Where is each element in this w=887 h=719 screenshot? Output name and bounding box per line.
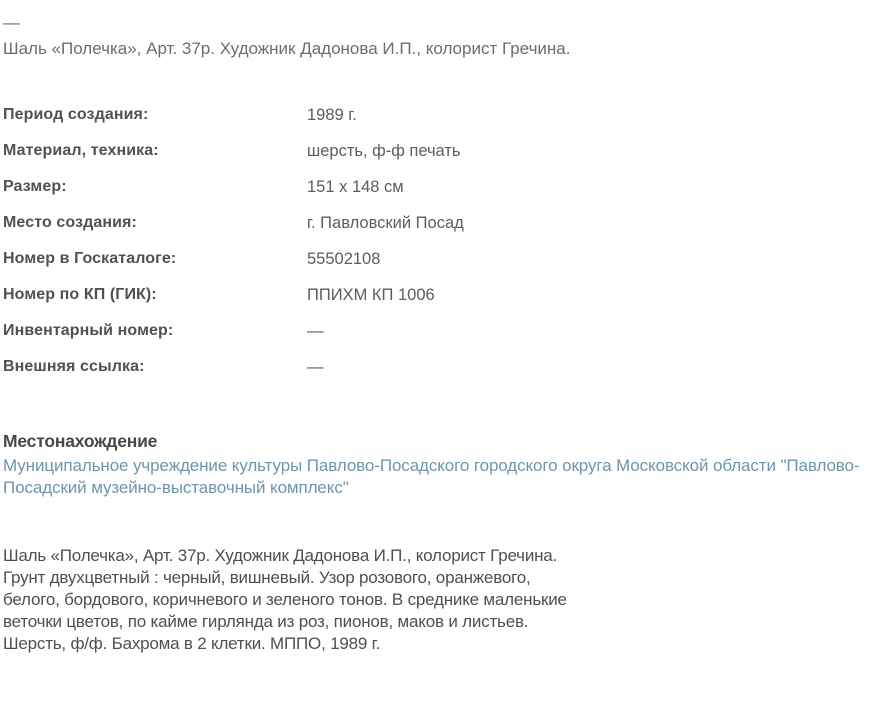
attribute-label: Номер по КП (ГИК):	[3, 286, 157, 303]
description-line: веточки цветов, по кайме гирлянда из роз, пионов, маков и листьев.	[3, 612, 529, 631]
attribute-value: 55502108	[307, 250, 381, 268]
description-line: Грунт двухцветный : черный, вишневый. Узор розового, оранжевого,	[3, 568, 531, 587]
attribute-label: Инвентарный номер:	[3, 322, 174, 339]
attribute-value: 1989 г.	[307, 106, 357, 124]
attribute-row-inventory-number	[3, 321, 883, 357]
location-heading: Местонахождение	[3, 431, 158, 451]
description-line: белого, бордового, коричневого и зеленого тонов. В среднике маленькие	[3, 590, 567, 609]
attribute-label: Период создания:	[3, 106, 149, 123]
attribute-label: Размер:	[3, 178, 67, 195]
attribute-label: Место создания:	[3, 214, 137, 231]
museum-link[interactable]: Муниципальное учреждение культуры Павлово-Посадского городского округа Московской области "Павлово-Посадский музейно-выставочный комплекс"	[3, 456, 860, 497]
attribute-row-goskatalog-number	[3, 249, 883, 285]
location-section	[3, 430, 883, 499]
attribute-row-external-link	[3, 357, 883, 393]
attribute-label: Внешняя ссылка:	[3, 358, 145, 375]
attribute-value: ППИХМ КП 1006	[307, 286, 435, 304]
attribute-value: г. Павловский Посад	[307, 214, 464, 232]
attribute-value: 151 x 148 см	[307, 178, 404, 196]
attribute-value: шерсть, ф-ф печать	[307, 142, 461, 160]
attribute-row-place	[3, 213, 883, 249]
attribute-label: Номер в Госкаталоге:	[3, 250, 177, 267]
attribute-value: —	[307, 358, 324, 376]
description-line: Шаль «Полечка», Арт. 37р. Художник Дадонова И.П., колорист Гречина.	[3, 546, 558, 565]
item-title: Шаль «Полечка», Арт. 37р. Художник Дадонова И.П., колорист Гречина.	[3, 39, 571, 58]
attribute-value: —	[307, 322, 324, 340]
item-description	[3, 545, 883, 655]
attribute-row-material	[3, 141, 883, 177]
attribute-row-kp-number	[3, 285, 883, 321]
description-line: Шерсть, ф/ф. Бахрома в 2 клетки. МППО, 1989 г.	[3, 634, 381, 653]
attributes-table	[3, 105, 883, 393]
attribute-row-period	[3, 105, 883, 141]
empty-field-dash: —	[3, 13, 20, 32]
attribute-row-size	[3, 177, 883, 213]
attribute-label: Материал, техника:	[3, 142, 159, 159]
